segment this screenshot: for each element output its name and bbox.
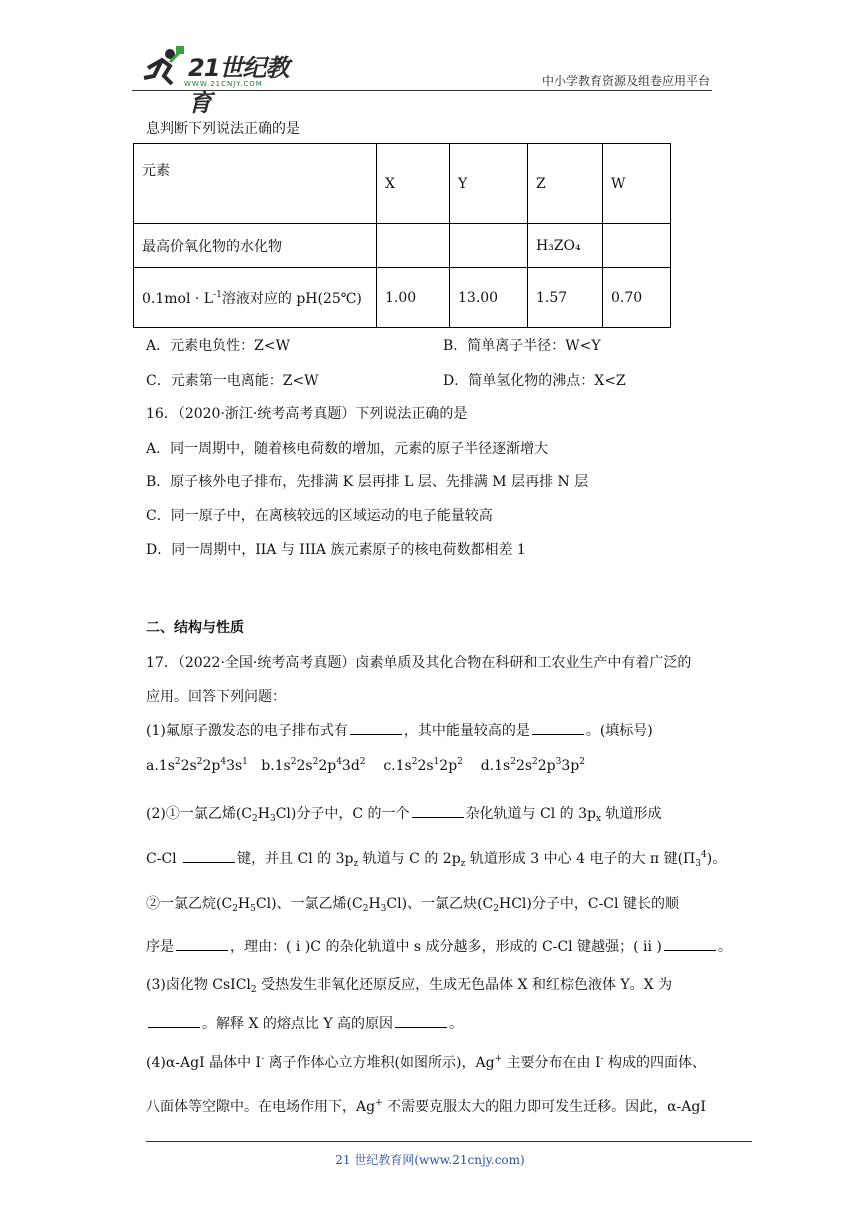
text: 分子中，C 的一个 [296, 806, 410, 822]
table-cell: 最高价氧化物的水化物 [134, 224, 377, 268]
q17-part1 [146, 720, 653, 740]
table-cell: Y [450, 144, 528, 224]
table-cell: 1.00 [377, 268, 450, 328]
table-cell: 0.70 [603, 268, 671, 328]
answer-blank[interactable] [176, 938, 228, 951]
table-cell [134, 268, 377, 328]
q16-stem: 16．（2020·浙江·统考高考真题）下列说法正确的是 [146, 406, 468, 422]
text: 轨道形成 3 中心 4 电子的大 π 键 [469, 851, 678, 867]
text: 八面体等空隙中。在电场作用下，Ag [146, 1099, 376, 1115]
text: (2)①一氯乙烯 [146, 806, 236, 822]
q16-option-b[interactable]: B．原子核外电子排布，先排满 K 层再排 L 层、先排满 M 层再排 N 层 [146, 474, 589, 490]
text: 离子作体心立方堆积(如图所示)，Ag [264, 1055, 495, 1071]
text: 。 [717, 939, 732, 955]
section-heading: 二、结构与性质 [146, 620, 244, 636]
q17-part1-choices: $a.1s^22s^22p^43s^1$ $b.1s^22s^22p^43d^2$ $c.1s^22s^12p^2$ $d.1s^22s^22p^33p^2$ [146, 757, 585, 774]
text: C-Cl [146, 851, 177, 867]
table-row [134, 224, 671, 268]
answer-blank[interactable] [412, 805, 464, 818]
text: 键，并且 Cl 的 3p [237, 851, 354, 867]
table-cell: Z [528, 144, 603, 224]
q17-part3-line1: (3)卤化物 CsICl$_2$ 受热发生非氧化还原反应，生成无色晶体 X 和红棕色液体 Y。X 为 [146, 977, 673, 995]
element-table [133, 143, 671, 328]
table-cell [450, 224, 528, 268]
table-cell: H₃ZO₄ [528, 224, 603, 268]
q17-part2-line2: C-Cl 键，并且 Cl 的 $3p_z$ 轨道与 C 的 $2p_z$ 轨道形成 3 中心 4 电子的大 π 键$(\Pi_3^4)$。 [146, 850, 727, 869]
ph-label-sup: -1 [213, 289, 222, 300]
text: 。 [449, 1016, 464, 1032]
text: 轨道与 C 的 2p [362, 851, 461, 867]
text: 。 [712, 851, 727, 867]
q15-option-d[interactable]: D．简单氢化物的沸点：X<Z [443, 373, 626, 389]
header-platform-name: 中小学教育资源及组卷应用平台 [541, 74, 710, 88]
table-cell: W [603, 144, 671, 224]
table-row [134, 268, 671, 328]
table-cell: X [377, 144, 450, 224]
table-cell: 元素 [134, 144, 377, 224]
table-row [134, 144, 671, 224]
ph-label-b: 溶液对应的 pH(25℃) [221, 290, 362, 307]
q17-part2-line3: ②一氯乙烷$(C_2H_5Cl)$、一氯乙烯$(C_2H_3Cl)$、一氯乙炔$(C_2HCl)$分子中，C-Cl 键长的顺 [146, 896, 679, 914]
answer-blank[interactable] [532, 722, 584, 735]
runner-logo-icon [140, 46, 184, 86]
q15-option-b[interactable]: B．简单离子半径：W<Y [443, 338, 601, 354]
logo-text: 21世纪教育 [188, 54, 289, 117]
logo-url: WWW.21CNJY.COM [184, 80, 263, 88]
ph-label-a: 0.1mol · L [142, 290, 214, 307]
text: 构成的四面体、 [603, 1055, 707, 1071]
q17-stem-line1: 17．（2022·全国·统考高考真题）卤素单质及其化合物在科研和工农业生产中有着广泛的 [146, 655, 692, 671]
text: 轨道形成 [605, 806, 662, 822]
text: 主要分布在由 I [502, 1055, 601, 1071]
page-header [132, 40, 712, 117]
text: (3)卤化物 CsICl [146, 977, 251, 993]
q15-option-a[interactable]: A．元素电负性：Z<W [146, 338, 290, 354]
q16-option-a[interactable]: A．同一周期中，随着核电荷数的增加，元素的原子半径逐渐增大 [146, 441, 549, 457]
footer-text: 21 世纪教育网(www.21cnjy.com) [335, 1153, 525, 1167]
text: (4)α-AgI 晶体中 I [146, 1055, 262, 1071]
q16-option-c[interactable]: C．同一原子中，在离核较远的区域运动的电子能量较高 [146, 508, 493, 524]
table-cell [377, 224, 450, 268]
text: 杂化轨道与 Cl 的 3p [465, 806, 596, 822]
answer-blank[interactable] [183, 850, 235, 863]
footer-divider [146, 1141, 752, 1142]
q15-intro: 息判断下列说法正确的是 [146, 121, 300, 137]
q17-part4-line1: (4)α-AgI 晶体中 I- 离子作体心立方堆积(如图所示)，Ag+ 主要分布在由 I- 构成的四面体、 [146, 1054, 707, 1071]
text: ，理由：( i )C 的杂化轨道中 s 成分越多，形成的 C-Cl 键越强；( ii ) [230, 939, 662, 955]
answer-blank[interactable] [395, 1015, 447, 1028]
text: 序是 [146, 939, 174, 955]
q15-option-c[interactable]: C．元素第一电离能：Z<W [146, 373, 319, 389]
text: 分子中，C-Cl 键长的顺 [531, 896, 679, 912]
text: ，其中能量较高的是 [403, 723, 530, 739]
text: 受热发生非氧化还原反应，生成无色晶体 X 和红棕色液体 Y。X 为 [256, 977, 673, 993]
text: 、一氯乙烯 [276, 896, 347, 912]
table-cell [603, 224, 671, 268]
site-logo [140, 46, 310, 117]
header-divider [132, 90, 712, 91]
text: 。解释 X 的熔点比 Y 高的原因 [202, 1016, 394, 1032]
answer-blank[interactable] [664, 938, 716, 951]
text: 不需要克服太大的阻力即可发生迁移。因此，α-AgI [382, 1099, 706, 1115]
q16-option-d[interactable]: D．同一周期中，IIA 与 IIIA 族元素原子的核电荷数都相差 1 [146, 542, 526, 558]
q17-part2-line1: (2)①一氯乙烯$(C_2H_3Cl)$分子中，C 的一个 杂化轨道与 Cl 的 $3p_x$ 轨道形成 [146, 806, 662, 824]
text: 。(填标号) [585, 723, 653, 739]
q17-stem-line2: 应用。回答下列问题： [146, 689, 286, 705]
answer-blank[interactable] [148, 1015, 200, 1028]
q17-part3-line2 [146, 1013, 463, 1033]
table-cell: 13.00 [450, 268, 528, 328]
text: 、一氯乙炔 [407, 896, 478, 912]
q17-part2-line4 [146, 936, 732, 956]
text: (1)氟原子激发态的电子排布式有 [146, 723, 348, 739]
answer-blank[interactable] [350, 722, 402, 735]
table-cell: 1.57 [528, 268, 603, 328]
q17-part4-line2: 八面体等空隙中。在电场作用下，Ag+ 不需要克服太大的阻力即可发生迁移。因此，α-AgI [146, 1098, 706, 1115]
text: ②一氯乙烷 [146, 896, 216, 912]
